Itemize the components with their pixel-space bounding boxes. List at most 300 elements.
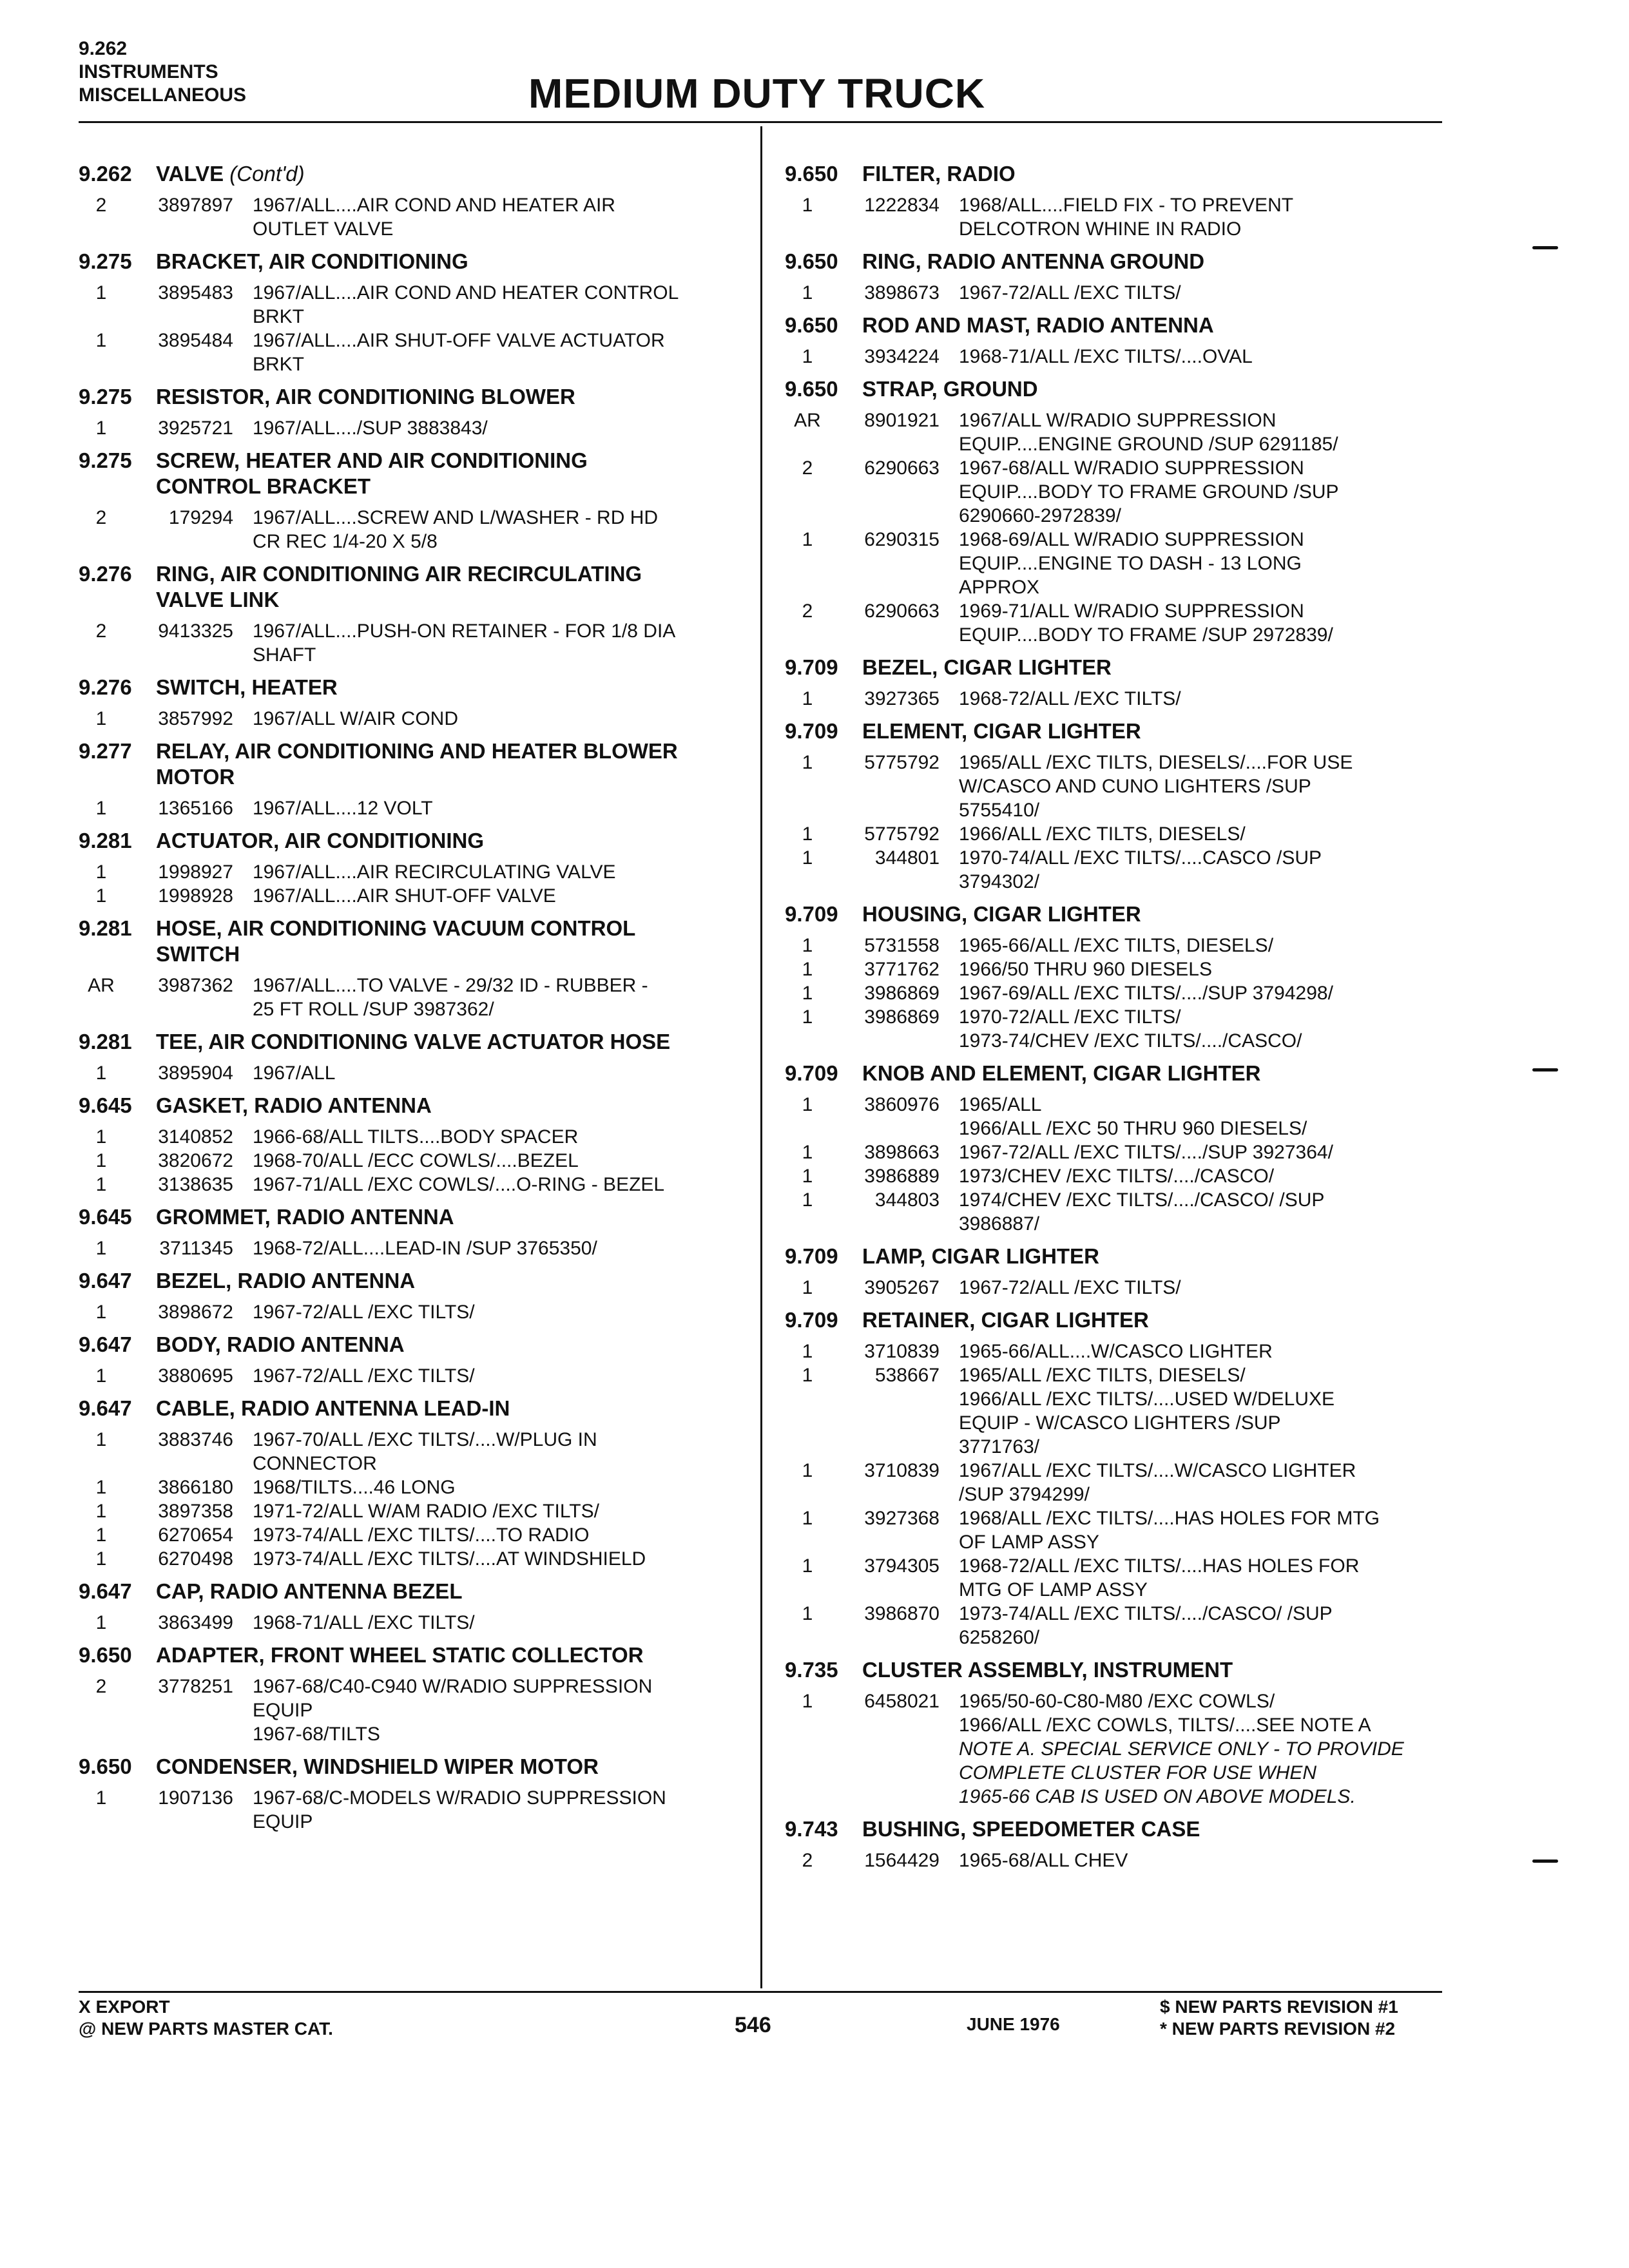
part-number: 6290315 bbox=[864, 529, 940, 550]
parts-section bbox=[785, 161, 1449, 241]
group-title bbox=[862, 718, 1449, 744]
quantity: 1 bbox=[95, 282, 107, 303]
part-entry bbox=[79, 416, 749, 440]
section-heading bbox=[785, 718, 1449, 744]
description-text: 1967-72/ALL /EXC TILTS/ bbox=[959, 282, 1181, 303]
quantity: 1 bbox=[802, 959, 813, 980]
part-entry bbox=[785, 751, 1449, 822]
part-number: 6290663 bbox=[864, 457, 940, 479]
description-text: 1967-72/ALL /EXC TILTS/ bbox=[959, 1277, 1181, 1298]
part-description bbox=[959, 599, 1449, 647]
description-text: 1970-74/ALL /EXC TILTS/....CASCO /SUP 3794302/ bbox=[959, 847, 1322, 892]
group-title bbox=[156, 675, 749, 700]
part-entry bbox=[785, 1005, 1449, 1053]
quantity: 2 bbox=[802, 601, 813, 622]
quantity: 1 bbox=[802, 983, 813, 1004]
quantity: 1 bbox=[802, 1603, 813, 1624]
part-entry bbox=[79, 193, 749, 241]
part-description bbox=[253, 707, 749, 731]
part-number: 3898673 bbox=[864, 282, 940, 303]
group-title bbox=[156, 916, 749, 967]
description-text: 1968-72/ALL /EXC TILTS/....HAS HOLES FOR MTG OF LAMP ASSY bbox=[959, 1555, 1360, 1600]
section-heading bbox=[79, 1754, 749, 1780]
description-text: 1967/ALL /EXC TILTS/....W/CASCO LIGHTER /SUP 3794299/ bbox=[959, 1460, 1356, 1505]
part-entry bbox=[785, 1689, 1449, 1809]
section-heading bbox=[785, 1657, 1449, 1683]
group-title bbox=[862, 1816, 1449, 1842]
group-code: 9.647 bbox=[79, 1579, 132, 1603]
right-column bbox=[785, 161, 1449, 1880]
part-number: 344803 bbox=[874, 1189, 940, 1211]
parts-section bbox=[79, 1642, 749, 1746]
part-number: 9413325 bbox=[158, 620, 233, 642]
description-text: 1967-68/C40-C940 W/RADIO SUPPRESSION EQUIP 1967-68/TILTS bbox=[253, 1676, 653, 1745]
group-title-text: BEZEL, CIGAR LIGHTER bbox=[862, 655, 1112, 679]
part-description bbox=[959, 456, 1449, 528]
quantity: 1 bbox=[95, 1062, 107, 1084]
section-heading bbox=[79, 161, 749, 187]
quantity: 1 bbox=[95, 1501, 107, 1522]
part-description bbox=[253, 1125, 749, 1149]
parts-section bbox=[785, 376, 1449, 647]
description-text: 1967-68/C-MODELS W/RADIO SUPPRESSION EQUIP bbox=[253, 1787, 666, 1832]
part-description bbox=[959, 1506, 1449, 1554]
parts-section bbox=[79, 1029, 749, 1085]
group-title-text: CAP, RADIO ANTENNA BEZEL bbox=[156, 1579, 463, 1603]
group-title-suffix: (Cont'd) bbox=[229, 162, 305, 186]
part-description bbox=[959, 1005, 1449, 1053]
part-entry bbox=[79, 506, 749, 553]
part-number: 3866180 bbox=[158, 1477, 233, 1498]
quantity: 1 bbox=[802, 1555, 813, 1577]
group-title-text: BRACKET, AIR CONDITIONING bbox=[156, 249, 468, 273]
description-text: 1967/ALL....SCREW AND L/WASHER - RD HD CR REC 1/4-20 X 5/8 bbox=[253, 507, 659, 552]
quantity: 1 bbox=[802, 195, 813, 216]
group-title bbox=[156, 1642, 749, 1668]
group-code: 9.275 bbox=[79, 448, 132, 472]
group-title bbox=[156, 828, 749, 854]
footer-legend-left bbox=[79, 1996, 333, 2040]
quantity: 1 bbox=[802, 847, 813, 869]
group-title-text: RELAY, AIR CONDITIONING AND HEATER BLOWER MOTOR bbox=[156, 739, 678, 789]
part-description bbox=[959, 957, 1449, 981]
parts-section bbox=[785, 1307, 1449, 1649]
part-description bbox=[959, 822, 1449, 846]
part-number: 1998928 bbox=[158, 885, 233, 907]
part-entry bbox=[785, 1506, 1449, 1554]
part-description bbox=[253, 884, 749, 908]
description-text: 1968/TILTS....46 LONG bbox=[253, 1477, 456, 1498]
description-text: 1968-71/ALL /EXC TILTS/....OVAL bbox=[959, 346, 1253, 367]
part-number: 3710839 bbox=[864, 1341, 940, 1362]
quantity: AR bbox=[88, 975, 115, 996]
part-description bbox=[959, 1140, 1449, 1164]
parts-section bbox=[785, 1061, 1449, 1236]
part-number: 3898672 bbox=[158, 1302, 233, 1323]
quantity: 1 bbox=[95, 1477, 107, 1498]
section-heading bbox=[785, 1061, 1449, 1086]
section-heading bbox=[79, 1396, 749, 1421]
group-code: 9.735 bbox=[785, 1658, 838, 1682]
group-code: 9.650 bbox=[785, 313, 838, 337]
quantity: 1 bbox=[802, 935, 813, 956]
part-entry bbox=[785, 981, 1449, 1005]
part-description bbox=[959, 1689, 1449, 1809]
group-title bbox=[862, 1657, 1449, 1683]
parts-section bbox=[785, 312, 1449, 369]
parts-section bbox=[79, 1396, 749, 1571]
group-title bbox=[862, 655, 1449, 680]
section-heading bbox=[785, 1244, 1449, 1269]
description-text: 1967/ALL....AIR COND AND HEATER AIR OUTLET VALVE bbox=[253, 195, 615, 240]
part-entry bbox=[785, 1164, 1449, 1188]
group-title bbox=[862, 901, 1449, 927]
parts-section bbox=[79, 828, 749, 908]
part-entry bbox=[785, 1602, 1449, 1649]
part-number: 3986889 bbox=[864, 1166, 940, 1187]
quantity: 1 bbox=[802, 823, 813, 845]
part-number: 3820672 bbox=[158, 1150, 233, 1171]
description-text: 1971-72/ALL W/AM RADIO /EXC TILTS/ bbox=[253, 1501, 599, 1522]
group-title-text: BEZEL, RADIO ANTENNA bbox=[156, 1269, 416, 1293]
quantity: 1 bbox=[95, 708, 107, 729]
quantity: 1 bbox=[802, 1189, 813, 1211]
description-text: 1974/CHEV /EXC TILTS/..../CASCO/ /SUP 3986887/ bbox=[959, 1189, 1325, 1235]
section-heading bbox=[785, 1816, 1449, 1842]
group-title-text: BUSHING, SPEEDOMETER CASE bbox=[862, 1817, 1200, 1841]
description-text: 1967/ALL....AIR COND AND HEATER CONTROL BRKT bbox=[253, 282, 679, 327]
quantity: 2 bbox=[95, 195, 107, 216]
section-heading bbox=[785, 376, 1449, 402]
part-description bbox=[253, 1786, 749, 1834]
group-title bbox=[862, 1244, 1449, 1269]
group-title bbox=[862, 376, 1449, 402]
category-label: INSTRUMENTS bbox=[79, 61, 218, 82]
description-text: 1967-72/ALL /EXC TILTS/..../SUP 3927364/ bbox=[959, 1142, 1333, 1163]
part-entry bbox=[785, 1276, 1449, 1300]
group-code: 9.647 bbox=[79, 1332, 132, 1356]
part-entry bbox=[785, 528, 1449, 599]
description-text: 1968-71/ALL /EXC TILTS/ bbox=[253, 1612, 475, 1633]
group-title-text: VALVE bbox=[156, 162, 224, 186]
parts-section bbox=[79, 675, 749, 731]
section-heading bbox=[79, 1204, 749, 1230]
quantity: 1 bbox=[95, 1365, 107, 1387]
part-description bbox=[253, 974, 749, 1021]
part-description bbox=[959, 1093, 1449, 1140]
footer-rule bbox=[79, 1991, 1442, 1993]
part-entry bbox=[785, 408, 1449, 456]
group-code: 9.709 bbox=[785, 902, 838, 926]
group-title bbox=[862, 312, 1449, 338]
part-number: 3771762 bbox=[864, 959, 940, 980]
description-text: 1967/ALL....AIR RECIRCULATING VALVE bbox=[253, 861, 616, 883]
section-heading bbox=[785, 161, 1449, 187]
parts-section bbox=[79, 1204, 749, 1260]
part-entry bbox=[785, 456, 1449, 528]
quantity: 1 bbox=[802, 1365, 813, 1386]
part-number: 3986869 bbox=[864, 1006, 940, 1028]
part-description bbox=[959, 1276, 1449, 1300]
part-number: 6458021 bbox=[864, 1691, 940, 1712]
section-heading bbox=[79, 448, 749, 499]
quantity: 1 bbox=[802, 752, 813, 773]
section-heading bbox=[79, 1093, 749, 1119]
section-heading bbox=[785, 901, 1449, 927]
group-title-text: ADAPTER, FRONT WHEEL STATIC COLLECTOR bbox=[156, 1643, 644, 1667]
section-code: 9.262 bbox=[79, 38, 128, 59]
part-description bbox=[253, 1475, 749, 1499]
section-heading bbox=[79, 675, 749, 700]
parts-section bbox=[785, 1816, 1449, 1872]
quantity: 1 bbox=[802, 1508, 813, 1529]
description-text: 1967-70/ALL /EXC TILTS/....W/PLUG IN CONNECTOR bbox=[253, 1429, 597, 1474]
part-number: 1222834 bbox=[864, 195, 940, 216]
part-description bbox=[253, 1428, 749, 1475]
part-number: 3927368 bbox=[864, 1508, 940, 1529]
group-title-text: RESISTOR, AIR CONDITIONING BLOWER bbox=[156, 385, 575, 408]
group-title bbox=[156, 738, 749, 790]
revision-2-legend: * NEW PARTS REVISION #2 bbox=[1160, 2019, 1396, 2039]
part-entry bbox=[79, 1547, 749, 1571]
group-title bbox=[156, 561, 749, 613]
part-number: 538667 bbox=[874, 1365, 940, 1386]
description-text: 1967-69/ALL /EXC TILTS/..../SUP 3794298/ bbox=[959, 983, 1333, 1004]
part-description bbox=[253, 796, 749, 820]
description-text: 1966/50 THRU 960 DIESELS bbox=[959, 959, 1213, 980]
quantity: 1 bbox=[95, 418, 107, 439]
part-description bbox=[253, 860, 749, 884]
description-text: 1965-68/ALL CHEV bbox=[959, 1850, 1128, 1871]
section-heading bbox=[785, 655, 1449, 680]
revision-1-legend: $ NEW PARTS REVISION #1 bbox=[1160, 1997, 1398, 2017]
part-number: 3934224 bbox=[864, 346, 940, 367]
parts-section bbox=[79, 1093, 749, 1196]
parts-section bbox=[79, 738, 749, 820]
description-text: 1968/ALL /EXC TILTS/....HAS HOLES FOR MTG OF LAMP ASSY bbox=[959, 1508, 1380, 1553]
part-description bbox=[959, 1340, 1449, 1363]
group-title-text: ACTUATOR, AIR CONDITIONING bbox=[156, 829, 485, 852]
description-text: 1966-68/ALL TILTS....BODY SPACER bbox=[253, 1126, 579, 1148]
part-number: 3895484 bbox=[158, 330, 233, 351]
description-text: 1968-72/ALL....LEAD-IN /SUP 3765350/ bbox=[253, 1238, 597, 1259]
quantity: 1 bbox=[802, 1691, 813, 1712]
part-number: 3710839 bbox=[864, 1460, 940, 1481]
section-heading bbox=[79, 1332, 749, 1358]
group-title-text: SCREW, HEATER AND AIR CONDITIONING CONTROL BRACKET bbox=[156, 448, 588, 498]
quantity: 1 bbox=[802, 1277, 813, 1298]
part-description bbox=[959, 1849, 1449, 1872]
group-title-text: SWITCH, HEATER bbox=[156, 675, 338, 699]
group-code: 9.276 bbox=[79, 675, 132, 699]
part-description bbox=[959, 1554, 1449, 1602]
part-description bbox=[959, 751, 1449, 822]
part-number: 3860976 bbox=[864, 1094, 940, 1115]
description-text: 1967-68/ALL W/RADIO SUPPRESSION EQUIP....BODY TO FRAME GROUND /SUP 6290660-2972839/ bbox=[959, 457, 1339, 526]
parts-section bbox=[785, 1657, 1449, 1809]
group-code: 9.276 bbox=[79, 562, 132, 586]
description-text: 1965/ALL 1966/ALL /EXC 50 THRU 960 DIESELS/ bbox=[959, 1094, 1307, 1139]
description-text: 1973-74/ALL /EXC TILTS/....AT WINDSHIELD bbox=[253, 1548, 646, 1570]
margin-mark bbox=[1532, 1860, 1558, 1863]
description-text: 1967-72/ALL /EXC TILTS/ bbox=[253, 1302, 475, 1323]
part-description bbox=[253, 1364, 749, 1388]
parts-section bbox=[785, 1244, 1449, 1300]
group-title bbox=[156, 1754, 749, 1780]
group-title-text: STRAP, GROUND bbox=[862, 377, 1038, 401]
part-entry bbox=[79, 1611, 749, 1635]
part-entry bbox=[79, 1475, 749, 1499]
description-text: 1967/ALL....AIR SHUT-OFF VALVE ACTUATOR BRKT bbox=[253, 330, 665, 375]
group-title-text: CLUSTER ASSEMBLY, INSTRUMENT bbox=[862, 1658, 1233, 1682]
group-title bbox=[156, 1029, 749, 1055]
part-entry bbox=[785, 599, 1449, 647]
part-number: 3898663 bbox=[864, 1142, 940, 1163]
group-title-text: RING, RADIO ANTENNA GROUND bbox=[862, 249, 1205, 273]
part-entry bbox=[785, 1554, 1449, 1602]
section-heading bbox=[79, 916, 749, 967]
group-code: 9.650 bbox=[785, 249, 838, 273]
quantity: 1 bbox=[802, 282, 813, 303]
part-number: 3880695 bbox=[158, 1365, 233, 1387]
part-entry bbox=[785, 1093, 1449, 1140]
part-number: 344801 bbox=[874, 847, 940, 869]
part-entry bbox=[785, 687, 1449, 711]
group-code: 9.743 bbox=[785, 1817, 838, 1841]
quantity: 1 bbox=[95, 885, 107, 907]
page-title: MEDIUM DUTY TRUCK bbox=[528, 70, 986, 117]
group-code: 9.650 bbox=[785, 162, 838, 186]
group-title bbox=[156, 1268, 749, 1294]
part-entry bbox=[785, 1188, 1449, 1236]
section-heading bbox=[785, 249, 1449, 274]
section-header bbox=[79, 37, 246, 107]
description-text: 1965/ALL /EXC TILTS, DIESELS/ 1966/ALL /EXC TILTS/....USED W/DELUXE EQUIP - W/CASCO LIGHTERS /SUP 3771763/ bbox=[959, 1365, 1335, 1457]
group-code: 9.709 bbox=[785, 655, 838, 679]
part-description bbox=[959, 846, 1449, 894]
left-column bbox=[79, 161, 749, 1841]
description-text: 1968-72/ALL /EXC TILTS/ bbox=[959, 688, 1181, 709]
group-title-text: GROMMET, RADIO ANTENNA bbox=[156, 1205, 454, 1229]
part-description bbox=[253, 506, 749, 553]
subcategory-label: MISCELLANEOUS bbox=[79, 84, 247, 106]
group-title bbox=[156, 1204, 749, 1230]
part-number: 1564429 bbox=[864, 1850, 940, 1871]
group-code: 9.709 bbox=[785, 1061, 838, 1085]
description-text: 1968/ALL....FIELD FIX - TO PREVENT DELCOTRON WHINE IN RADIO bbox=[959, 195, 1294, 240]
part-entry bbox=[785, 957, 1449, 981]
quantity: 2 bbox=[802, 457, 813, 479]
part-number: 8901921 bbox=[864, 410, 940, 431]
part-number: 179294 bbox=[168, 507, 233, 528]
part-entry bbox=[785, 822, 1449, 846]
group-title bbox=[156, 448, 749, 499]
publication-date: JUNE 1976 bbox=[967, 2014, 1060, 2034]
part-description bbox=[959, 934, 1449, 957]
group-code: 9.647 bbox=[79, 1269, 132, 1293]
part-description bbox=[253, 1300, 749, 1324]
group-code: 9.650 bbox=[79, 1643, 132, 1667]
part-number: 3987362 bbox=[158, 975, 233, 996]
part-number: 3140852 bbox=[158, 1126, 233, 1148]
part-entry bbox=[785, 934, 1449, 957]
part-description bbox=[959, 193, 1449, 241]
quantity: 1 bbox=[95, 1126, 107, 1148]
part-description bbox=[959, 1164, 1449, 1188]
group-title bbox=[156, 249, 749, 274]
column-divider bbox=[760, 126, 762, 1988]
part-number: 3925721 bbox=[158, 418, 233, 439]
group-title-text: HOSE, AIR CONDITIONING VACUUM CONTROL SWITCH bbox=[156, 916, 636, 966]
group-title bbox=[862, 161, 1449, 187]
part-number: 3138635 bbox=[158, 1174, 233, 1195]
group-title-text: TEE, AIR CONDITIONING VALVE ACTUATOR HOSE bbox=[156, 1030, 671, 1053]
parts-section bbox=[79, 161, 749, 241]
section-heading bbox=[79, 249, 749, 274]
group-title-text: KNOB AND ELEMENT, CIGAR LIGHTER bbox=[862, 1061, 1261, 1085]
group-title bbox=[156, 161, 749, 187]
parts-section bbox=[785, 249, 1449, 305]
description-text: 1970-72/ALL /EXC TILTS/ 1973-74/CHEV /EXC TILTS/..../CASCO/ bbox=[959, 1006, 1302, 1052]
section-heading bbox=[79, 738, 749, 790]
part-description bbox=[253, 1547, 749, 1571]
part-entry bbox=[79, 796, 749, 820]
quantity: 1 bbox=[95, 1429, 107, 1450]
section-heading bbox=[79, 561, 749, 613]
description-text: 1965/ALL /EXC TILTS, DIESELS/....FOR USE W/CASCO AND CUNO LIGHTERS /SUP 5755410/ bbox=[959, 752, 1353, 821]
quantity: 1 bbox=[802, 346, 813, 367]
quantity: 1 bbox=[95, 1787, 107, 1809]
group-title-text: LAMP, CIGAR LIGHTER bbox=[862, 1244, 1099, 1268]
part-number: 3986870 bbox=[864, 1603, 940, 1624]
quantity: 1 bbox=[802, 1166, 813, 1187]
part-description bbox=[253, 1236, 749, 1260]
part-entry bbox=[785, 1140, 1449, 1164]
section-heading bbox=[785, 1307, 1449, 1333]
description-text: 1965-66/ALL /EXC TILTS, DIESELS/ bbox=[959, 935, 1274, 956]
group-title-text: HOUSING, CIGAR LIGHTER bbox=[862, 902, 1141, 926]
part-number: 5775792 bbox=[864, 752, 940, 773]
part-description bbox=[959, 345, 1449, 369]
part-description bbox=[253, 1173, 749, 1196]
part-entry bbox=[785, 1459, 1449, 1506]
quantity: 1 bbox=[95, 861, 107, 883]
part-number: 3986869 bbox=[864, 983, 940, 1004]
part-entry bbox=[79, 1236, 749, 1260]
quantity: 2 bbox=[95, 620, 107, 642]
group-title-text: FILTER, RADIO bbox=[862, 162, 1016, 186]
parts-section bbox=[79, 1579, 749, 1635]
parts-section bbox=[79, 561, 749, 667]
part-entry bbox=[79, 707, 749, 731]
margin-mark bbox=[1532, 246, 1558, 249]
group-code: 9.647 bbox=[79, 1396, 132, 1420]
part-entry bbox=[79, 1125, 749, 1149]
part-entry bbox=[79, 1173, 749, 1196]
part-number: 5731558 bbox=[864, 935, 940, 956]
group-title-text: GASKET, RADIO ANTENNA bbox=[156, 1093, 432, 1117]
part-entry bbox=[79, 1675, 749, 1746]
part-number: 3857992 bbox=[158, 708, 233, 729]
group-code: 9.275 bbox=[79, 249, 132, 273]
part-description bbox=[959, 408, 1449, 456]
part-description bbox=[959, 1188, 1449, 1236]
parts-section bbox=[79, 1754, 749, 1834]
group-code: 9.645 bbox=[79, 1205, 132, 1229]
part-entry bbox=[79, 1061, 749, 1085]
parts-section bbox=[79, 249, 749, 376]
part-entry bbox=[79, 281, 749, 329]
